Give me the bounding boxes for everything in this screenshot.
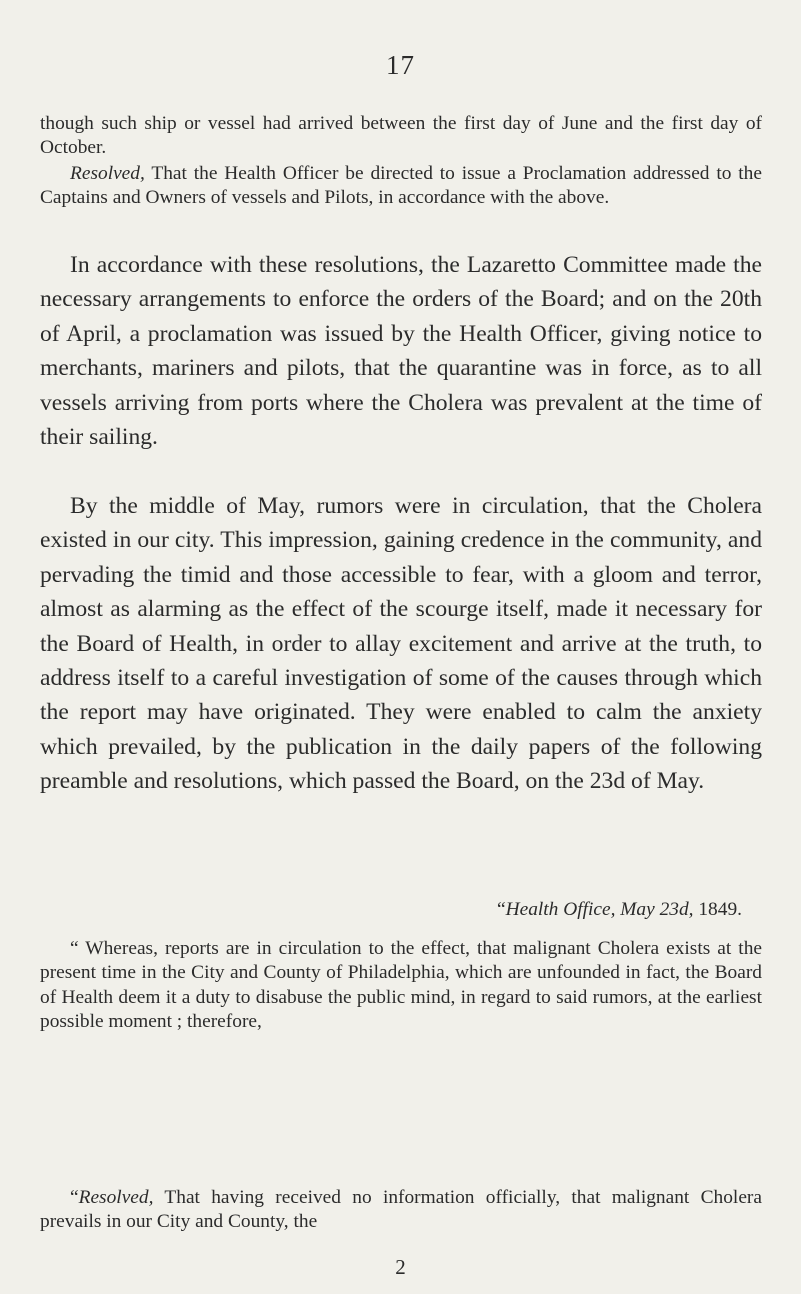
resolved-text: That the Health Officer be directed to issue a Proclamation addressed to the Captains and Owners of vessels and Pilots, in accordance with the above. (40, 163, 762, 209)
paragraph-lazaretto-committee: In accordance with these resolutions, the Lazaretto Committee made the necessary arrangements to enforce the orders of the Board; and on the 20th of April, a proclamation was issued by the Health Officer, giving notice to merchants, mariners and pilots, that the quarantine was in force, as to all vessels arriving from ports where the Cholera was prevalent at the time of their sailing. (40, 252, 762, 451)
quote-dateline (40, 898, 762, 922)
page-number: 17 (386, 50, 415, 80)
signature-mark: 2 (395, 1255, 406, 1279)
paragraph-rumors-may: By the middle of May, rumors were in circulation, that the Cholera existed in our city. This impression, gaining credence in the community, and pervading the timid and those accessible to fear, with a gloom and terror, almost as alarming as the effect of the scourge itself, made it necessary for the Board of Health, in order to allay excitement and arrive at the truth, to address itself to a careful investigation of some of the causes through which the report may have originated. They were enabled to calm the anxiety which prevailed, by the publication in the daily papers of the following preamble and resolutions, which passed the Board, on the 23d of May. (40, 493, 762, 795)
quote-resolved-text: That having received no information officially, that malignant Cholera prevails in our City and County, the (40, 1187, 762, 1233)
resolved-label: Resolved, (70, 163, 145, 184)
paragraph-continuation: though such ship or vessel had arrived between the first day of June and the first day of October. (40, 113, 762, 159)
paragraph-resolved-proclamation (40, 162, 762, 211)
quote-open-mark: “ (496, 899, 506, 920)
dateline-place: Health Office, May 23d, (505, 899, 694, 920)
quote-resolved-label: Resolved, (78, 1187, 154, 1208)
dateline-year: 1849. (693, 899, 742, 920)
quote-resolved-open-mark: “ (70, 1187, 79, 1208)
quote-resolved-paragraph (40, 1186, 762, 1235)
quote-whereas-paragraph: “ Whereas, reports are in circulation to the effect, that malignant Cholera exists at the present time in the City and County of Philadelphia, which are unfounded in fact, the Board of Health deem it a duty to disabuse the public mind, in regard to said rumors, at the earliest possible moment ; therefore, (40, 938, 762, 1032)
